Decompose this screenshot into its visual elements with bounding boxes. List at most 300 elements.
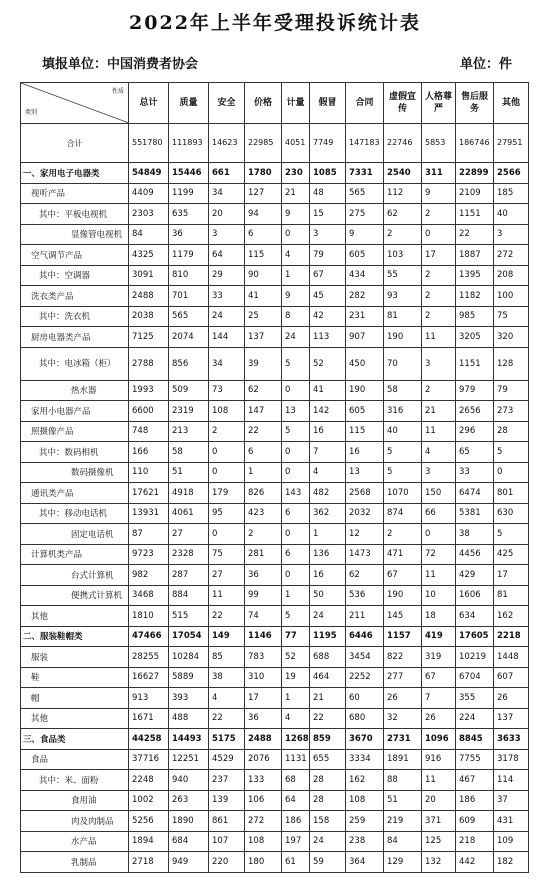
cell-value: 22985: [245, 124, 282, 163]
cell-value: 24: [282, 327, 310, 348]
cell-value: 16627: [129, 667, 169, 688]
cell-value: 51: [384, 790, 422, 811]
cell-value: 1: [310, 524, 346, 545]
cell-value: 211: [346, 606, 384, 627]
column-header: 假冒: [310, 83, 346, 124]
corner-bottom-label: 类别: [25, 109, 38, 116]
cell-value: 2: [209, 421, 245, 442]
cell-value: 0: [282, 524, 310, 545]
cell-value: 112: [384, 183, 422, 204]
cell-value: 36: [245, 708, 282, 729]
cell-value: 861: [209, 811, 245, 832]
cell-value: 107: [209, 831, 245, 852]
cell-value: 11: [422, 770, 456, 791]
cell-value: 810: [169, 265, 209, 286]
cell-value: 190: [346, 380, 384, 401]
cell-value: 2731: [384, 729, 422, 750]
cell-value: 2566: [494, 163, 529, 184]
cell-value: 1195: [310, 626, 346, 647]
cell-value: 100: [494, 286, 529, 307]
cell-value: 4: [209, 688, 245, 709]
cell-value: 6474: [456, 483, 494, 504]
cell-value: 190: [384, 585, 422, 606]
table-row: [21, 585, 529, 606]
cell-value: 2032: [346, 503, 384, 524]
row-label: 视听产品: [21, 183, 129, 204]
cell-value: 5: [282, 347, 310, 380]
cell-value: 128: [494, 347, 529, 380]
complaint-statistics-table: [20, 82, 529, 873]
cell-value: 1146: [245, 626, 282, 647]
cell-value: 1096: [422, 729, 456, 750]
cell-value: 48: [310, 183, 346, 204]
cell-value: 565: [169, 306, 209, 327]
cell-value: 21: [310, 688, 346, 709]
cell-value: 982: [129, 565, 169, 586]
table-row-total: [21, 124, 529, 163]
cell-value: 371: [422, 811, 456, 832]
cell-value: 6: [282, 544, 310, 565]
cell-value: 125: [422, 831, 456, 852]
cell-value: 17621: [129, 483, 169, 504]
cell-value: 2248: [129, 770, 169, 791]
cell-value: 1157: [384, 626, 422, 647]
cell-value: 2: [422, 204, 456, 225]
table-row: [21, 503, 529, 524]
cell-value: 1085: [310, 163, 346, 184]
cell-value: 1151: [456, 204, 494, 225]
cell-value: 52: [310, 347, 346, 380]
cell-value: 190: [384, 327, 422, 348]
cell-value: 114: [494, 770, 529, 791]
row-label: 数码摄像机: [21, 462, 129, 483]
cell-value: 296: [456, 421, 494, 442]
row-label: 台式计算机: [21, 565, 129, 586]
cell-value: 62: [384, 204, 422, 225]
cell-value: 111893: [169, 124, 209, 163]
cell-value: 12: [346, 524, 384, 545]
cell-value: 2: [422, 306, 456, 327]
cell-value: 2: [422, 265, 456, 286]
table-row: [21, 462, 529, 483]
cell-value: 42: [310, 306, 346, 327]
cell-value: 3205: [456, 327, 494, 348]
row-label: 厨房电器类产品: [21, 327, 129, 348]
cell-value: 423: [245, 503, 282, 524]
cell-value: 94: [245, 204, 282, 225]
cell-value: 2: [422, 286, 456, 307]
table-row: [21, 204, 529, 225]
cell-value: 55: [384, 265, 422, 286]
cell-value: 609: [456, 811, 494, 832]
cell-value: 10284: [169, 647, 209, 668]
cell-value: 150: [422, 483, 456, 504]
cell-value: 287: [169, 565, 209, 586]
cell-value: 2074: [169, 327, 209, 348]
cell-value: 72: [422, 544, 456, 565]
cell-value: 7125: [129, 327, 169, 348]
cell-value: 22: [310, 708, 346, 729]
cell-value: 220: [209, 852, 245, 873]
cell-value: 219: [384, 811, 422, 832]
cell-value: 32: [384, 708, 422, 729]
cell-value: 40: [384, 421, 422, 442]
cell-value: 0: [282, 565, 310, 586]
cell-value: 273: [494, 401, 529, 422]
table-row: [21, 688, 529, 709]
cell-value: 162: [346, 770, 384, 791]
table-row: [21, 729, 529, 750]
cell-value: 139: [209, 790, 245, 811]
cell-value: 2218: [494, 626, 529, 647]
cell-value: 81: [384, 306, 422, 327]
row-label: 肉及肉制品: [21, 811, 129, 832]
cell-value: 6600: [129, 401, 169, 422]
cell-value: 77: [282, 626, 310, 647]
table-row: [21, 421, 529, 442]
cell-value: 2488: [245, 729, 282, 750]
cell-value: 0: [282, 462, 310, 483]
cell-value: 15446: [169, 163, 209, 184]
cell-value: 27: [169, 524, 209, 545]
cell-value: 147: [245, 401, 282, 422]
cell-value: 450: [346, 347, 384, 380]
cell-value: 38: [456, 524, 494, 545]
cell-value: 2718: [129, 852, 169, 873]
cell-value: 11: [209, 585, 245, 606]
cell-value: 34: [209, 347, 245, 380]
cell-value: 4: [310, 462, 346, 483]
cell-value: 393: [169, 688, 209, 709]
cell-value: 1002: [129, 790, 169, 811]
cell-value: 9: [346, 224, 384, 245]
cell-value: 14493: [169, 729, 209, 750]
cell-value: 162: [494, 606, 529, 627]
cell-value: 79: [310, 245, 346, 266]
cell-value: 137: [494, 708, 529, 729]
cell-value: 21: [282, 183, 310, 204]
cell-value: 5381: [456, 503, 494, 524]
cell-value: 149: [209, 626, 245, 647]
cell-value: 1810: [129, 606, 169, 627]
cell-value: 182: [494, 852, 529, 873]
cell-value: 2540: [384, 163, 422, 184]
cell-value: 50: [310, 585, 346, 606]
cell-value: 36: [169, 224, 209, 245]
cell-value: 7: [310, 442, 346, 463]
cell-value: 18: [422, 606, 456, 627]
header-row: [21, 83, 529, 124]
cell-value: 661: [209, 163, 245, 184]
cell-value: 93: [384, 286, 422, 307]
cell-value: 12251: [169, 749, 209, 770]
cell-value: 4061: [169, 503, 209, 524]
table-row: [21, 224, 529, 245]
cell-value: 488: [169, 708, 209, 729]
table-row: [21, 183, 529, 204]
cell-value: 281: [245, 544, 282, 565]
cell-value: 3178: [494, 749, 529, 770]
row-label: 其中：电冰箱（柜）: [21, 347, 129, 380]
cell-value: 688: [310, 647, 346, 668]
cell-value: 37716: [129, 749, 169, 770]
page-title: 2022年上半年受理投诉统计表: [129, 12, 421, 34]
cell-value: 70: [384, 347, 422, 380]
table-row: [21, 647, 529, 668]
cell-value: 65: [456, 442, 494, 463]
table-row: [21, 265, 529, 286]
row-label: 固定电话机: [21, 524, 129, 545]
table-row: [21, 380, 529, 401]
cell-value: 54849: [129, 163, 169, 184]
cell-value: 166: [129, 442, 169, 463]
cell-value: 58: [384, 380, 422, 401]
cell-value: 5256: [129, 811, 169, 832]
cell-value: 630: [494, 503, 529, 524]
column-header: 计量: [282, 83, 310, 124]
cell-value: 1993: [129, 380, 169, 401]
cell-value: 99: [245, 585, 282, 606]
row-label: 其中：平板电视机: [21, 204, 129, 225]
cell-value: 186: [456, 790, 494, 811]
row-label: 鞋: [21, 667, 129, 688]
cell-value: 28: [310, 770, 346, 791]
row-label: 洗衣类产品: [21, 286, 129, 307]
cell-value: 3: [422, 347, 456, 380]
cell-value: 224: [456, 708, 494, 729]
cell-value: 15: [310, 204, 346, 225]
cell-value: 1891: [384, 749, 422, 770]
cell-value: 2: [422, 380, 456, 401]
cell-value: 33: [456, 462, 494, 483]
table-row: [21, 401, 529, 422]
cell-value: 13931: [129, 503, 169, 524]
cell-value: 783: [245, 647, 282, 668]
cell-value: 2328: [169, 544, 209, 565]
table-row: [21, 770, 529, 791]
cell-value: 801: [494, 483, 529, 504]
cell-value: 73: [209, 380, 245, 401]
cell-value: 13: [346, 462, 384, 483]
cell-value: 979: [456, 380, 494, 401]
cell-value: 137: [245, 327, 282, 348]
cell-value: 67: [310, 265, 346, 286]
cell-value: 2656: [456, 401, 494, 422]
cell-value: 362: [310, 503, 346, 524]
cell-value: 0: [209, 462, 245, 483]
cell-value: 186: [282, 811, 310, 832]
cell-value: 907: [346, 327, 384, 348]
cell-value: 311: [422, 163, 456, 184]
table-row: [21, 442, 529, 463]
row-label: 空气调节产品: [21, 245, 129, 266]
cell-value: 238: [346, 831, 384, 852]
cell-value: 180: [245, 852, 282, 873]
table-row: [21, 606, 529, 627]
cell-value: 482: [310, 483, 346, 504]
cell-value: 6: [245, 442, 282, 463]
cell-value: 2: [384, 524, 422, 545]
cell-value: 2109: [456, 183, 494, 204]
cell-value: 62: [346, 565, 384, 586]
cell-value: 8: [282, 306, 310, 327]
cell-value: 84: [384, 831, 422, 852]
cell-value: 913: [129, 688, 169, 709]
cell-value: 133: [245, 770, 282, 791]
cell-value: 132: [422, 852, 456, 873]
cell-value: 536: [346, 585, 384, 606]
cell-value: 5: [494, 524, 529, 545]
cell-value: 106: [245, 790, 282, 811]
cell-value: 136: [310, 544, 346, 565]
cell-value: 5: [384, 462, 422, 483]
row-label: 照摄像产品: [21, 421, 129, 442]
cell-value: 0: [282, 442, 310, 463]
cell-value: 61: [282, 852, 310, 873]
cell-value: 25: [245, 306, 282, 327]
cell-value: 856: [169, 347, 209, 380]
cell-value: 1199: [169, 183, 209, 204]
cell-value: 38: [209, 667, 245, 688]
cell-value: 272: [245, 811, 282, 832]
table-row: [21, 790, 529, 811]
cell-value: 109: [494, 831, 529, 852]
cell-value: 10219: [456, 647, 494, 668]
cell-value: 115: [346, 421, 384, 442]
cell-value: 655: [310, 749, 346, 770]
cell-value: 19: [282, 667, 310, 688]
cell-value: 213: [169, 421, 209, 442]
table-row: [21, 483, 529, 504]
cell-value: 434: [346, 265, 384, 286]
cell-value: 1: [282, 585, 310, 606]
cell-value: 7755: [456, 749, 494, 770]
column-header: 售后服务: [456, 83, 494, 124]
cell-value: 320: [494, 327, 529, 348]
cell-value: 24: [209, 306, 245, 327]
cell-value: 11: [422, 327, 456, 348]
cell-value: 0: [422, 224, 456, 245]
row-label: 二、服装鞋帽类: [21, 626, 129, 647]
cell-value: 10: [422, 585, 456, 606]
cell-value: 28: [310, 790, 346, 811]
row-label: 合计: [21, 124, 129, 163]
cell-value: 2076: [245, 749, 282, 770]
table-row: [21, 286, 529, 307]
cell-value: 127: [245, 183, 282, 204]
cell-value: 237: [209, 770, 245, 791]
cell-value: 0: [209, 442, 245, 463]
row-label: 其中：米、面粉: [21, 770, 129, 791]
cell-value: 3468: [129, 585, 169, 606]
cell-value: 355: [456, 688, 494, 709]
cell-value: 442: [456, 852, 494, 873]
cell-value: 551780: [129, 124, 169, 163]
cell-value: 7331: [346, 163, 384, 184]
cell-value: 20: [209, 204, 245, 225]
cell-value: 26: [384, 688, 422, 709]
cell-value: 5: [384, 442, 422, 463]
cell-value: 16: [346, 442, 384, 463]
column-header: 人格尊严: [422, 83, 456, 124]
row-label: 三、食品类: [21, 729, 129, 750]
cell-value: 6704: [456, 667, 494, 688]
cell-value: 1395: [456, 265, 494, 286]
cell-value: 21: [422, 401, 456, 422]
cell-value: 41: [310, 380, 346, 401]
cell-value: 859: [310, 729, 346, 750]
cell-value: 113: [310, 327, 346, 348]
cell-value: 66: [422, 503, 456, 524]
cell-value: 230: [282, 163, 310, 184]
cell-value: 1890: [169, 811, 209, 832]
cell-value: 1473: [346, 544, 384, 565]
cell-value: 1070: [384, 483, 422, 504]
cell-value: 143: [282, 483, 310, 504]
column-header: 总计: [129, 83, 169, 124]
cell-value: 75: [494, 306, 529, 327]
row-label: 食品: [21, 749, 129, 770]
cell-value: 5: [282, 421, 310, 442]
cell-value: 1151: [456, 347, 494, 380]
table-row: [21, 831, 529, 852]
cell-value: 605: [346, 245, 384, 266]
cell-value: 4325: [129, 245, 169, 266]
cell-value: 1179: [169, 245, 209, 266]
cell-value: 2488: [129, 286, 169, 307]
cell-value: 3: [209, 224, 245, 245]
cell-value: 103: [384, 245, 422, 266]
cell-value: 275: [346, 204, 384, 225]
cell-value: 115: [245, 245, 282, 266]
cell-value: 467: [456, 770, 494, 791]
cell-value: 13: [282, 401, 310, 422]
cell-value: 108: [245, 831, 282, 852]
cell-value: 44258: [129, 729, 169, 750]
cell-value: 51: [169, 462, 209, 483]
column-header: 安全: [209, 83, 245, 124]
cell-value: 88: [384, 770, 422, 791]
cell-value: 17054: [169, 626, 209, 647]
cell-value: 85: [209, 647, 245, 668]
corner-header: [21, 83, 129, 124]
cell-value: 3: [310, 224, 346, 245]
cell-value: 1894: [129, 831, 169, 852]
cell-value: 17: [422, 245, 456, 266]
cell-value: 5: [282, 606, 310, 627]
cell-value: 2: [384, 224, 422, 245]
cell-value: 2788: [129, 347, 169, 380]
cell-value: 22899: [456, 163, 494, 184]
cell-value: 24: [310, 606, 346, 627]
cell-value: 822: [384, 647, 422, 668]
cell-value: 81: [494, 585, 529, 606]
cell-value: 17: [494, 565, 529, 586]
cell-value: 90: [245, 265, 282, 286]
cell-value: 263: [169, 790, 209, 811]
column-header: 价格: [245, 83, 282, 124]
cell-value: 3334: [346, 749, 384, 770]
cell-value: 464: [310, 667, 346, 688]
cell-value: 0: [282, 380, 310, 401]
row-label: 一、家用电子电器类: [21, 163, 129, 184]
cell-value: 22: [456, 224, 494, 245]
cell-value: 197: [282, 831, 310, 852]
cell-value: 940: [169, 770, 209, 791]
cell-value: 22746: [384, 124, 422, 163]
cell-value: 75: [209, 544, 245, 565]
table-row: [21, 667, 529, 688]
